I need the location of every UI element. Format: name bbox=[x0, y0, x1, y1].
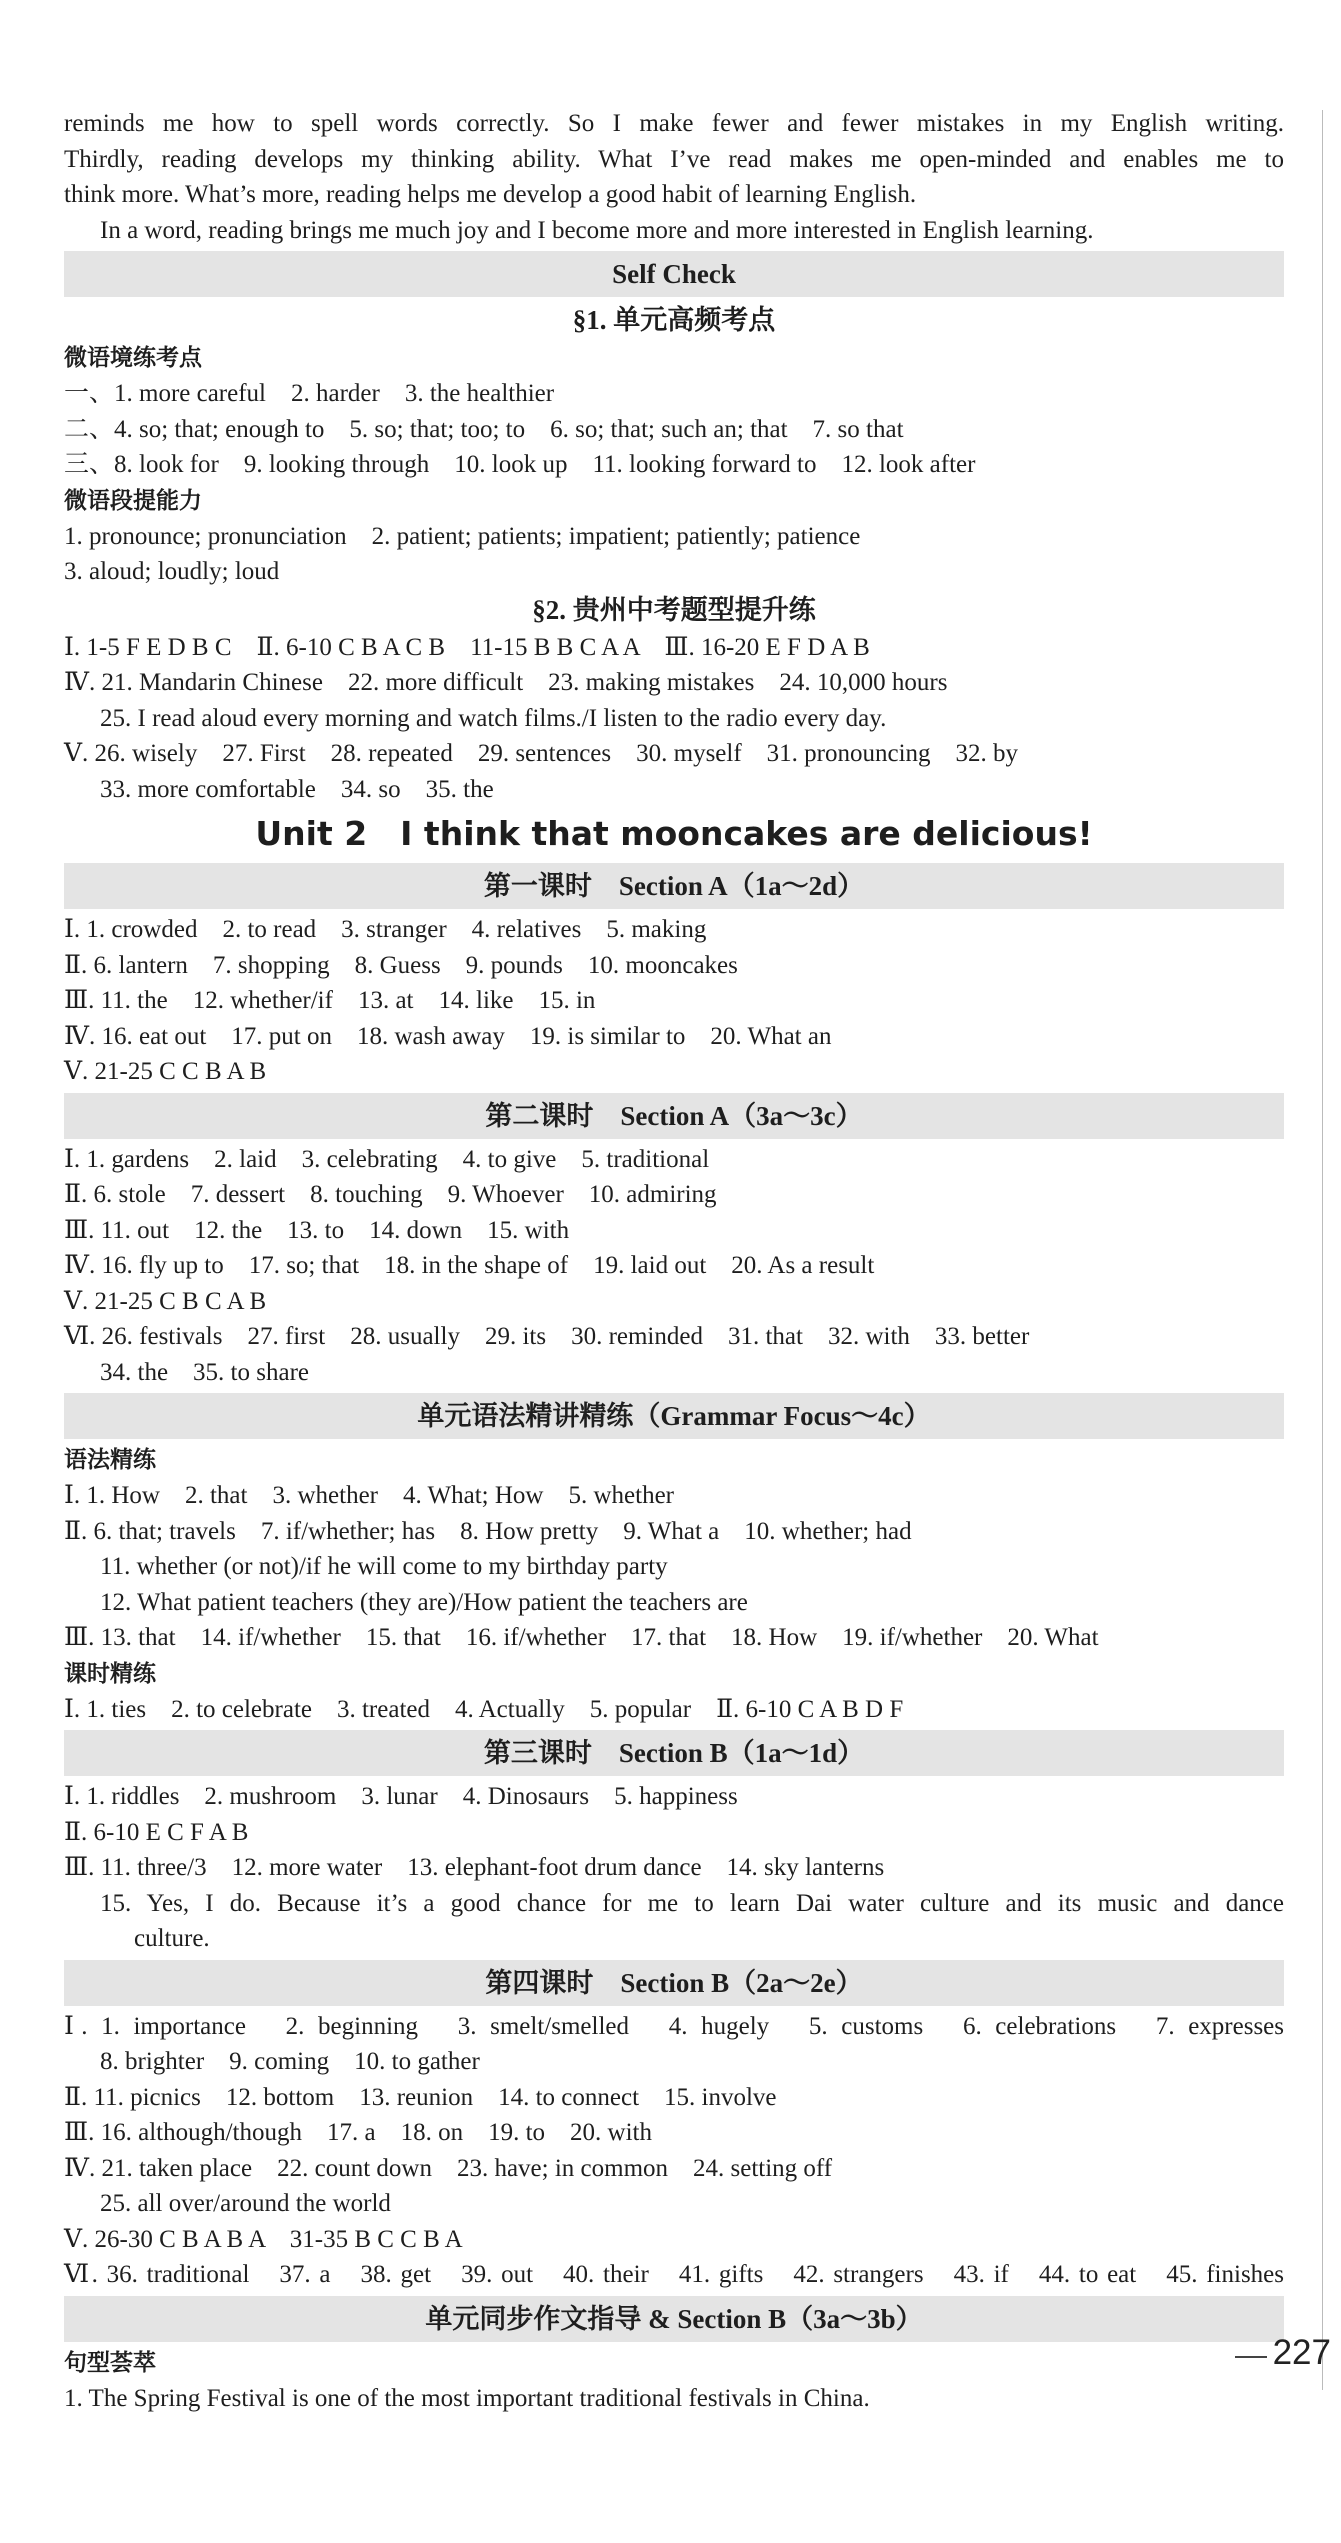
section-band-lesson-1: 第一课时 Section A（1a～2d） bbox=[64, 863, 1284, 909]
answer-row: Ⅱ. 11. picnics 12. bottom 13. reunion 14. to connect 15. involve bbox=[64, 2083, 777, 2111]
answer-row: Ⅳ. 21. taken place 22. count down 23. have; in common 24. setting off bbox=[64, 2154, 833, 2182]
subheading: 语法精练 bbox=[64, 1447, 156, 1473]
subheading: 微语境练考点 bbox=[64, 345, 202, 371]
section-band-lesson-2: 第二课时 Section A（3a～3c） bbox=[64, 1093, 1284, 1139]
answer-row: Ⅰ. 1-5 F E D B C Ⅱ. 6-10 C B A C B 11-15 B B C A A Ⅲ. 16-20 E F D A B bbox=[64, 633, 870, 661]
answer-key-page bbox=[64, 106, 1284, 2416]
intro-line: think more. What’s more, reading helps me develop a good habit of learning English. bbox=[64, 181, 917, 208]
answer-row: Ⅰ. 1. ties 2. to celebrate 3. treated 4. Actually 5. popular Ⅱ. 6-10 C A B D F bbox=[64, 1695, 904, 1723]
intro-line: Thirdly, reading develops my thinking ability. What I’ve read makes me open-minded and enables me to bbox=[64, 145, 1284, 173]
answer-row: Ⅰ. 1. gardens 2. laid 3. celebrating 4. to give 5. traditional bbox=[64, 1145, 710, 1173]
page-edge-line bbox=[1322, 110, 1323, 2390]
answer-row: 1. The Spring Festival is one of the most important traditional festivals in China. bbox=[64, 2384, 870, 2412]
subheading: 课时精练 bbox=[64, 1660, 156, 1687]
answer-row: Ⅲ. 13. that 14. if/whether 15. that 16. if/whether 17. that 18. How 19. if/whether 20. What bbox=[64, 1624, 1099, 1651]
answer-row: 二、4. so; that; enough to 5. so; that; too; to 6. so; that; such an; that 7. so that bbox=[64, 415, 904, 443]
answer-row: 25. all over/around the world bbox=[100, 2190, 391, 2217]
answer-row: Ⅵ. 26. festivals 27. first 28. usually 29. its 30. reminded 31. that 32. with 33. better bbox=[64, 1323, 1030, 1350]
section-title: §2. 贵州中考题型提升练 bbox=[532, 594, 816, 625]
answer-row: Ⅰ. 1. importance 2. beginning 3. smelt/smelled 4. hugely 5. customs 6. celebrations 7. expresses bbox=[64, 2012, 1284, 2040]
section-band-grammar: 单元语法精讲精练（Grammar Focus～4c） bbox=[64, 1393, 1284, 1439]
answer-row: Ⅴ. 21-25 C B C A B bbox=[64, 1287, 267, 1315]
answer-row: 一、1. more careful 2. harder 3. the healthier bbox=[64, 380, 555, 407]
answer-row: Ⅳ. 16. fly up to 17. so; that 18. in the shape of 19. laid out 20. As a result bbox=[64, 1252, 875, 1279]
answer-row: Ⅱ. 6. lantern 7. shopping 8. Guess 9. pounds 10. mooncakes bbox=[64, 951, 738, 979]
answer-row: Ⅰ. 1. How 2. that 3. whether 4. What; How 5. whether bbox=[64, 1482, 674, 1509]
answer-row: Ⅲ. 11. three/3 12. more water 13. elephant-foot drum dance 14. sky lanterns bbox=[64, 1854, 885, 1881]
answer-row: 1. pronounce; pronunciation 2. patient; patients; impatient; patiently; patience bbox=[64, 522, 861, 550]
answer-row: culture. bbox=[134, 1925, 210, 1952]
answer-row: 34. the 35. to share bbox=[100, 1358, 309, 1386]
answer-row: Ⅰ. 1. crowded 2. to read 3. stranger 4. relatives 5. making bbox=[64, 916, 707, 943]
answer-row: Ⅱ. 6. that; travels 7. if/whether; has 8. How pretty 9. What a 10. whether; had bbox=[64, 1517, 912, 1545]
answer-row: Ⅴ. 26. wisely 27. First 28. repeated 29. sentences 30. myself 31. pronouncing 32. by bbox=[64, 740, 1019, 767]
answer-row: 三、8. look for 9. looking through 10. look up 11. looking forward to 12. look after bbox=[64, 451, 976, 478]
answer-row: Ⅳ. 21. Mandarin Chinese 22. more difficult 23. making mistakes 24. 10,000 hours bbox=[64, 669, 948, 696]
answer-row: 12. What patient teachers (they are)/How patient the teachers are bbox=[100, 1588, 748, 1616]
section-band-writing: 单元同步作文指导 & Section B（3a～3b） bbox=[64, 2296, 1284, 2342]
answer-row: Ⅴ. 21-25 C C B A B bbox=[64, 1058, 267, 1085]
intro-line: reminds me how to spell words correctly. So I make fewer and fewer mistakes in my English writing. bbox=[64, 110, 1284, 137]
answer-row: 3. aloud; loudly; loud bbox=[64, 558, 280, 585]
page-number-dash bbox=[1235, 2356, 1267, 2358]
section-band-lesson-4: 第四课时 Section B（2a～2e） bbox=[64, 1960, 1284, 2006]
answer-row: Ⅴ. 26-30 C B A B A 31-35 B C C B A bbox=[64, 2225, 463, 2253]
page-number: 227 bbox=[1272, 2333, 1331, 2372]
answer-row: 25. I read aloud every morning and watch films./I listen to the radio every day. bbox=[100, 704, 887, 732]
answer-row: 15. Yes, I do. Because it’s a good chance for me to learn Dai water culture and its music and dance bbox=[100, 1889, 1284, 1917]
answer-row: 11. whether (or not)/if he will come to my birthday party bbox=[100, 1553, 668, 1580]
answer-row: Ⅰ. 1. riddles 2. mushroom 3. lunar 4. Dinosaurs 5. happiness bbox=[64, 1783, 738, 1810]
intro-line: In a word, reading brings me much joy and I become more and more interested in English learning. bbox=[100, 216, 1094, 244]
section-band-lesson-3: 第三课时 Section B（1a～1d） bbox=[64, 1730, 1284, 1776]
answer-row: Ⅲ. 11. out 12. the 13. to 14. down 15. with bbox=[64, 1216, 570, 1244]
subheading: 句型荟萃 bbox=[64, 2349, 156, 2376]
answer-row: Ⅵ. 36. traditional 37. a 38. get 39. out 40. their 41. gifts 42. strangers 43. if 44. to eat 45. finishes bbox=[64, 2261, 1284, 2288]
section-title: §1. 单元高频考点 bbox=[572, 305, 776, 335]
answer-row: Ⅱ. 6. stole 7. dessert 8. touching 9. Whoever 10. admiring bbox=[64, 1181, 717, 1208]
answer-row: Ⅱ. 6-10 E C F A B bbox=[64, 1818, 249, 1846]
section-band-self-check: Self Check bbox=[64, 251, 1284, 297]
unit-title: Unit 2 I think that mooncakes are delicious! bbox=[255, 814, 1093, 853]
subheading: 微语段提能力 bbox=[64, 487, 202, 514]
answer-row: Ⅳ. 16. eat out 17. put on 18. wash away 19. is similar to 20. What an bbox=[64, 1022, 832, 1050]
answer-row: 8. brighter 9. coming 10. to gather bbox=[100, 2048, 480, 2075]
answer-row: Ⅲ. 11. the 12. whether/if 13. at 14. like 15. in bbox=[64, 987, 596, 1014]
answer-row: 33. more comfortable 34. so 35. the bbox=[100, 775, 494, 803]
answer-row: Ⅲ. 16. although/though 17. a 18. on 19. to 20. with bbox=[64, 2119, 652, 2146]
